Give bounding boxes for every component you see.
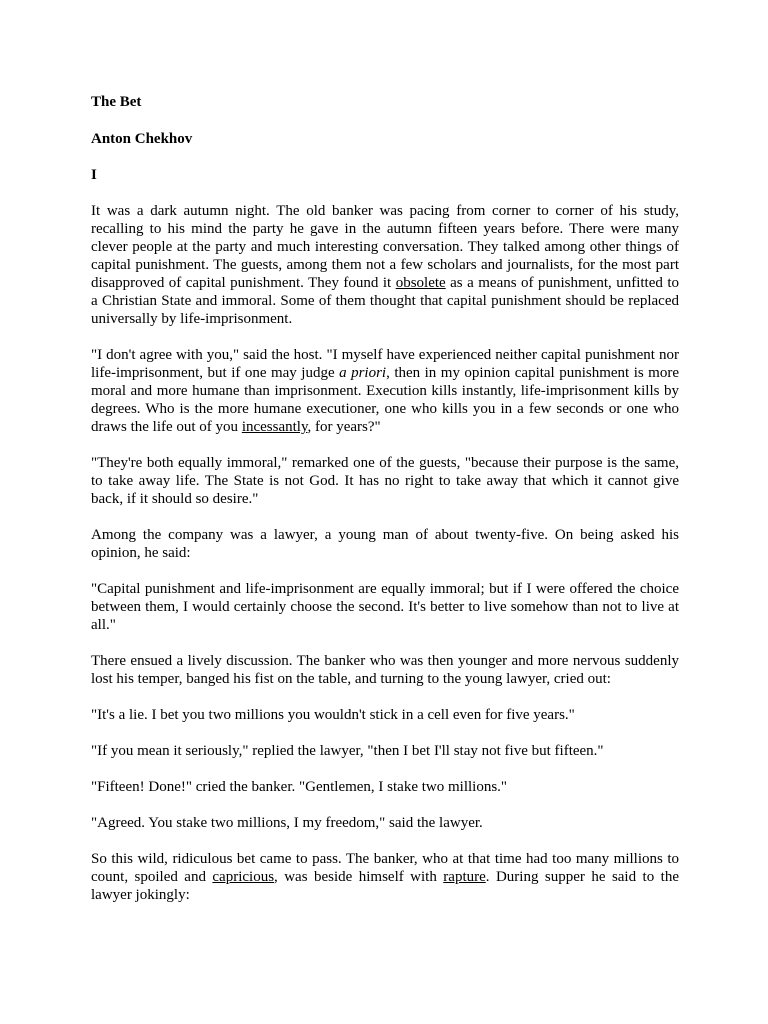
document-title: The Bet [91, 94, 142, 110]
paragraph-6: There ensued a lively discussion. The banker who was then younger and more nervous suddenly lost his temper, banged his fist on the table, and turning to the young lawyer, cried out: [91, 653, 679, 687]
underlined-word-obsolete: obsolete [395, 275, 446, 291]
paragraph-3: "They're both equally immoral," remarked one of the guests, "because their purpose is the same, to take away life. The State is not God. It has no right to take away that which it cannot give back, if it should so desire." [91, 455, 679, 507]
chapter-heading: I [91, 167, 97, 183]
story-body [91, 202, 679, 922]
paragraph-10: "Agreed. You stake two millions, I my freedom," said the lawyer. [91, 815, 483, 831]
paragraph-9: "Fifteen! Done!" cried the banker. "Gentlemen, I stake two millions." [91, 779, 508, 795]
underlined-word-incessantly: incessantly [241, 419, 308, 435]
paragraph-7: "It's a lie. I bet you two millions you wouldn't stick in a cell even for five years." [91, 707, 575, 723]
paragraph-5: "Capital punishment and life-imprisonment are equally immoral; but if I were offered the choice between them, I would certainly choose the second. It's better to live somehow than not to live at all." [91, 581, 679, 633]
paragraph-text: , for years?" [307, 419, 381, 435]
paragraph-text: , was beside himself with [274, 869, 444, 885]
document-author: Anton Chekhov [91, 131, 193, 147]
paragraph-text: So this wild, ridiculous bet came to pass. The banker, who at that time had too many millions to count, spoiled and [91, 851, 679, 885]
paragraph-text: It was a dark autumn night. The old banker was pacing from corner to corner of his study, recalling to his mind the party he gave in the autumn fifteen years before. There were many clever people at the party and much interesting conversation. They talked among other things of capital punishment. The guests, among them not a few scholars and journalists, for the most part disapproved of capital punishment. They found it [91, 203, 679, 291]
paragraph-text: , then in my opinion capital punishment is more moral and more humane than imprisonment. Execution kills instantly, life-imprisonment kills by degrees. Who is the more humane executioner, one who kills you in a few seconds or one who draws the life out of you [91, 365, 679, 435]
paragraph-text: as a means of punishment, unfitted to a Christian State and immoral. Some of them thought that capital punishment should be replaced universally by life-imprisonment. [91, 275, 679, 327]
paragraph-2 [91, 346, 679, 436]
paragraph-text: . During supper he said to the lawyer jokingly: [91, 869, 679, 903]
italic-phrase-a-priori: a priori [339, 365, 387, 381]
underlined-word-capricious: capricious [212, 869, 275, 885]
paragraph-1 [91, 202, 679, 328]
paragraph-4: Among the company was a lawyer, a young man of about twenty-five. On being asked his opinion, he said: [91, 527, 679, 561]
paragraph-8: "If you mean it seriously," replied the lawyer, "then I bet I'll stay not five but fifteen." [91, 743, 604, 759]
paragraph-text: "I don't agree with you," said the host. "I myself have experienced neither capital punishment nor life-imprisonment, but if one may judge [91, 347, 679, 381]
underlined-word-rapture: rapture [443, 869, 486, 885]
paragraph-11 [91, 850, 679, 904]
